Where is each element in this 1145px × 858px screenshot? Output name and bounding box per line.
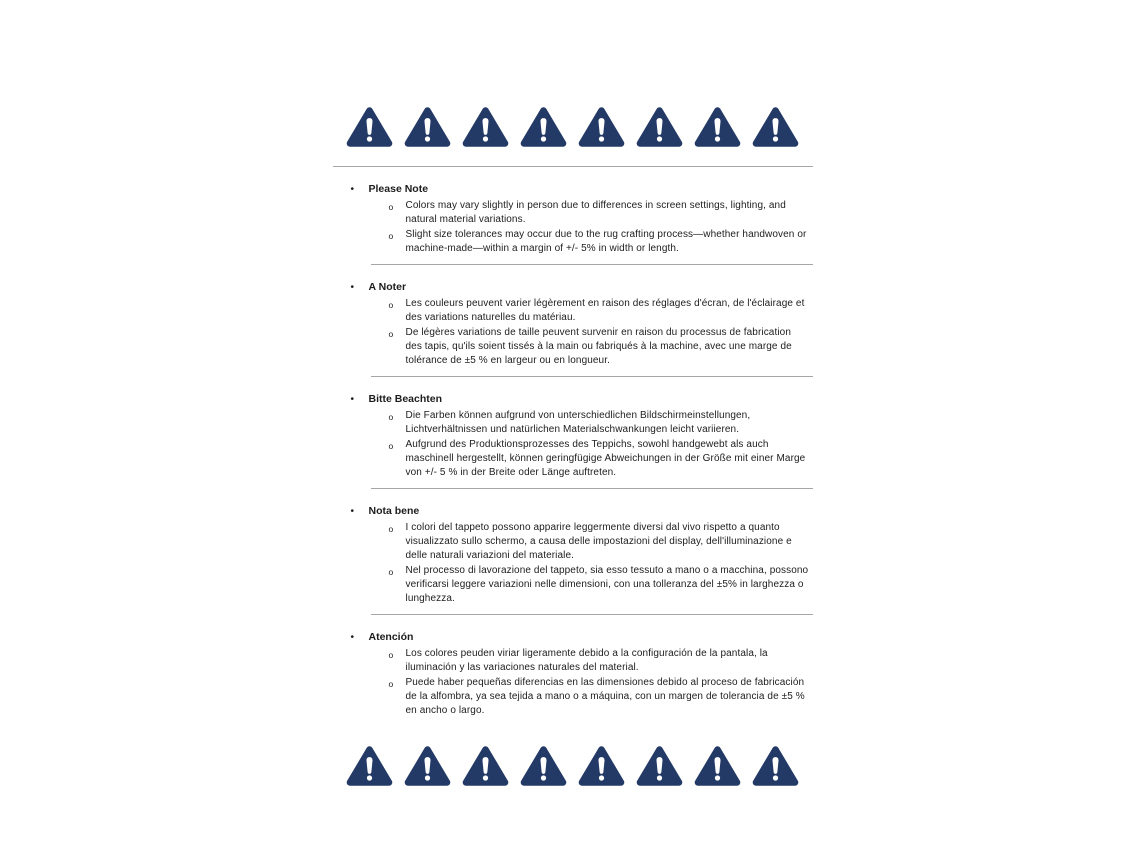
sub-bullet-text: Slight size tolerances may occur due to the rug crafting process—whether handwoven or machine-made—within a margin of +/- 5% in width or length.: [405, 229, 807, 254]
sub-bullet-text: Nel processo di lavorazione del tappeto, sia esso tessuto a mano o a macchina, possono verificarsi leggere variazioni nelle dimensioni, con una tolleranza del ±5% in larghezza o lunghezza.: [405, 565, 809, 604]
warning-triangle-icon: [404, 103, 451, 151]
warning-triangle-icon: [462, 742, 509, 790]
circle-bullet-icon: o: [388, 231, 394, 241]
sub-bullet-text: Los colores peuden viriar ligeramente debido a la configuración de la pantala, la iluminación y las variaciones naturales del material.: [405, 648, 768, 673]
warning-triangle-icon: [462, 103, 509, 151]
note-section: [333, 392, 813, 489]
section-heading: Atención: [368, 631, 414, 643]
sub-bullet-item: [389, 297, 813, 325]
note-section: [333, 504, 813, 615]
section-bullets: [333, 521, 813, 606]
warning-triangle-icon: [520, 103, 567, 151]
sub-bullet-item: [389, 676, 813, 718]
circle-bullet-icon: o: [388, 650, 394, 660]
warning-triangle-row-top: [0, 0, 1145, 151]
note-sections: [333, 182, 813, 718]
section-heading: A Noter: [368, 281, 407, 293]
sub-bullet-item: [389, 438, 813, 480]
section-heading-row: [351, 280, 813, 295]
bullet-icon: •: [350, 394, 355, 405]
sub-bullet-item: [389, 199, 813, 227]
warning-triangle-icon: [636, 742, 683, 790]
section-heading: Bitte Beachten: [368, 393, 443, 405]
circle-bullet-icon: o: [388, 329, 394, 339]
section-heading: Please Note: [368, 183, 429, 195]
sub-bullet-item: [389, 326, 813, 368]
circle-bullet-icon: o: [388, 441, 394, 451]
warning-triangle-icon: [520, 742, 567, 790]
warning-triangle-icon: [694, 103, 741, 151]
sub-bullet-text: I colori del tappeto possono apparire leggermente diversi dal vivo rispetto a quanto visualizzato sullo schermo, a causa delle impostazioni del display, dell'illuminazione e delle naturali variazioni del materiale.: [405, 522, 792, 561]
note-section: [333, 182, 813, 265]
warning-triangle-icon: [578, 742, 625, 790]
section-heading-row: [351, 630, 813, 645]
section-bullets: [333, 409, 813, 480]
sub-bullet-item: [389, 409, 813, 437]
warning-triangle-icon: [752, 103, 799, 151]
section-heading-row: [351, 392, 813, 407]
sub-bullet-item: [389, 228, 813, 256]
bullet-icon: •: [350, 184, 355, 195]
sub-bullet-text: Les couleurs peuvent varier légèrement en raison des réglages d'écran, de l'éclairage et des variations naturelles du matériau.: [405, 298, 805, 323]
sub-bullet-text: De légères variations de taille peuvent survenir en raison du processus de fabrication des tapis, qu'ils soient tissés à la main ou fabriqués à la machine, avec une marge de tolérance de ±5 % en largeur ou en longueur.: [405, 327, 792, 366]
bullet-icon: •: [350, 282, 355, 293]
sub-bullet-item: [389, 564, 813, 606]
section-heading-row: [351, 182, 813, 197]
section-heading-row: [351, 504, 813, 519]
circle-bullet-icon: o: [388, 202, 394, 212]
warning-triangle-icon: [346, 742, 393, 790]
warning-triangle-icon: [578, 103, 625, 151]
circle-bullet-icon: o: [388, 567, 394, 577]
sub-bullet-item: [389, 647, 813, 675]
section-bullets: [333, 297, 813, 368]
circle-bullet-icon: o: [388, 412, 394, 422]
section-divider: [371, 488, 813, 489]
section-divider: [371, 376, 813, 377]
sub-bullet-text: Die Farben können aufgrund von unterschiedlichen Bildschirmeinstellungen, Lichtverhältnissen und natürlichen Materialschwankungen leicht variieren.: [405, 410, 751, 435]
circle-bullet-icon: o: [388, 524, 394, 534]
note-section: [333, 280, 813, 377]
section-divider: [371, 614, 813, 615]
bullet-icon: •: [350, 506, 355, 517]
warning-triangle-icon: [694, 742, 741, 790]
sub-bullet-item: [389, 521, 813, 563]
warning-triangle-icon: [752, 742, 799, 790]
sub-bullet-text: Puede haber pequeñas diferencias en las dimensiones debido al proceso de fabricación de la alfombra, ya sea tejida a mano o a máquina, con un margen de tolerancia de ±5 % en ancho o largo.: [405, 677, 805, 716]
top-divider: [333, 166, 813, 167]
section-divider: [371, 264, 813, 265]
circle-bullet-icon: o: [388, 300, 394, 310]
section-bullets: [333, 199, 813, 256]
note-section: [333, 630, 813, 718]
warning-triangle-icon: [346, 103, 393, 151]
warning-triangle-icon: [636, 103, 683, 151]
bullet-icon: •: [350, 632, 355, 643]
section-bullets: [333, 647, 813, 718]
notes-content: [333, 166, 813, 718]
warning-triangle-icon: [404, 742, 451, 790]
sub-bullet-text: Aufgrund des Produktionsprozesses des Teppichs, sowohl handgewebt als auch maschinell hergestellt, können geringfügige Abweichungen in der Größe mit einer Marge von +/- 5 % in der Breite oder Länge auftreten.: [405, 439, 806, 478]
sub-bullet-text: Colors may vary slightly in person due to differences in screen settings, lighting, and natural material variations.: [405, 200, 786, 225]
section-heading: Nota bene: [368, 505, 420, 517]
warning-triangle-row-bottom: [0, 742, 1145, 790]
circle-bullet-icon: o: [388, 679, 394, 689]
